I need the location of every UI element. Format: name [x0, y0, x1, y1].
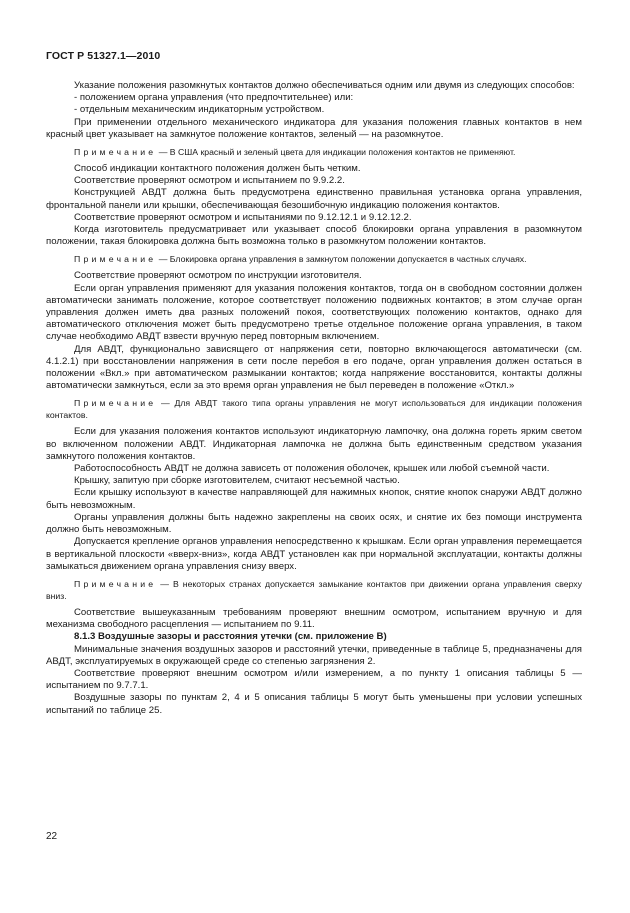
note-paragraph — [46, 578, 582, 602]
note-text: — Для АВДТ такого типа органы управления не могут использоваться для индикации положения контактов. — [46, 398, 582, 421]
body-paragraph: Соответствие проверяют осмотром по инструкции изготовителя. — [74, 270, 362, 282]
body-paragraph: Соответствие проверяют осмотром и испытаниями по 9.12.12.1 и 9.12.12.2. — [74, 211, 412, 223]
note-paragraph — [46, 146, 582, 158]
body-paragraph: Когда изготовитель предусматривает или указывает способ блокировки органа управления в разомкнутом положении, такая блокировка должна быть возможна только в разомкнутом положении контактов. — [46, 224, 582, 248]
body-paragraph: Минимальные значения воздушных зазоров и расстояний утечки, приведенные в таблице 5, предназначены для АВДТ, эксплуатируемых в окружающей среде со степенью загрязнения 2. — [46, 643, 582, 667]
body-paragraph: Соответствие проверяют осмотром и испытанием по 9.9.2.2. — [74, 175, 345, 187]
page-number: 22 — [46, 831, 58, 842]
body-paragraph: Допускается крепление органов управления непосредственно к крышкам. Если орган управления перемещается в вертикальной плоскости «вверх-вниз», когда АВДТ установлен как при нормальной эксплуатации, контакты должны замыкаться движением органа управления снизу вверх. — [46, 536, 582, 572]
body-paragraph: Если крышку используют в качестве направляющей для нажимных кнопок, снятие кнопок снаружи АВДТ должно быть невозможным. — [46, 487, 582, 511]
body-paragraph: Если для указания положения контактов используют индикаторную лампочку, она должна гореть ярким светом во включенном положении АВДТ. Индикаторная лампочка не должна быть единственным средством указания замкнутого положения контактов. — [46, 426, 582, 462]
body-paragraph: При применении отдельного механического индикатора для указания положения главных контактов в нем красный цвет указывает на замкнутое положение контактов, зеленый — на разомкнутое. — [46, 116, 582, 140]
body-paragraph: Указание положения разомкнутых контактов должно обеспечиваться одним или двумя из следующих способов: — [74, 80, 575, 91]
body-paragraph: Воздушные зазоры по пунктам 2, 4 и 5 описания таблицы 5 могут быть уменьшены при условии успешных испытаний по таблице 25. — [46, 692, 582, 716]
note-text: — Блокировка органа управления в замкнутом положении допускается в частных случаях. — [156, 254, 527, 265]
note-label: Примечание — [74, 147, 157, 158]
body-paragraph: Соответствие вышеуказанным требованиям проверяют внешним осмотром, испытанием вручную и для механизма свободного расцепления — испытанием по 9.11. — [46, 606, 582, 631]
note-label: Примечание — [74, 254, 157, 265]
section-heading: 8.1.3 Воздушные зазоры и расстояния утечки (см. приложение В) — [74, 631, 387, 643]
note-paragraph — [46, 397, 582, 421]
body-paragraph: Органы управления должны быть надежно закреплены на своих осях, и снятие их без помощи инструмента должно быть невозможным. — [46, 511, 582, 536]
body-paragraph: Работоспособность АВДТ не должна зависеть от положения оболочек, крышек или любой съемной части. — [74, 463, 550, 475]
body-paragraph: Для АВДТ, функционально зависящего от напряжения сети, повторно включающегося автоматически (см. 4.1.2.1) при восстановлении напряжения в сети после перебоя в его подаче, орган управления должен остаться в положении «Вкл.» при автоматическом размыкании контактов; когда напряжение восстановится, контакты должны автоматически замкнуться, если за это время орган управления не был переведен в положение «Откл.» — [46, 343, 582, 392]
note-paragraph — [46, 253, 582, 265]
body-paragraph: - отдельным механическим индикаторным устройством. — [74, 104, 325, 116]
note-text: — В США красный и зеленый цвета для индикации положения контактов не применяют. — [156, 147, 516, 158]
standard-header: ГОСТ Р 51327.1—2010 — [46, 50, 161, 62]
body-paragraph: Соответствие проверяют внешним осмотром и/или измерением, а по пункту 1 описания таблицы 5 — испытанием по 9.7.7.1. — [46, 667, 582, 692]
note-label: Примечание — [74, 398, 157, 409]
body-paragraph: - положением органа управления (что предпочтительнее) или: — [74, 92, 354, 104]
document-body — [46, 80, 582, 717]
note-text: — В некоторых странах допускается замыкание контактов при движении органа управления сверху вниз. — [46, 578, 582, 601]
body-paragraph: Если орган управления применяют для указания положения контактов, тогда он в свободном состоянии должен автоматически занимать положение, которое соответствует положению подвижных контактов; в этом случае орган управления должен иметь два разных положений покоя, соответствующих положению контактов, однако для автоматического отключения может быть предусмотрено третье отдельное положение органа управления, в таком случае необходимо АВДТ взвести вручную перед повторным включением. — [46, 282, 582, 343]
body-paragraph: Крышку, запитую при сборке изготовителем, считают несъемной частью. — [74, 475, 400, 487]
body-paragraph: Способ индикации контактного положения должен быть четким. — [74, 163, 361, 175]
note-label: Примечание — [74, 578, 157, 589]
body-paragraph: Конструкцией АВДТ должна быть предусмотрена единственно правильная установка органа управления, фронтальной панели или крышки, обеспечивающая безошибочную индикацию положения контактов. — [46, 187, 582, 211]
